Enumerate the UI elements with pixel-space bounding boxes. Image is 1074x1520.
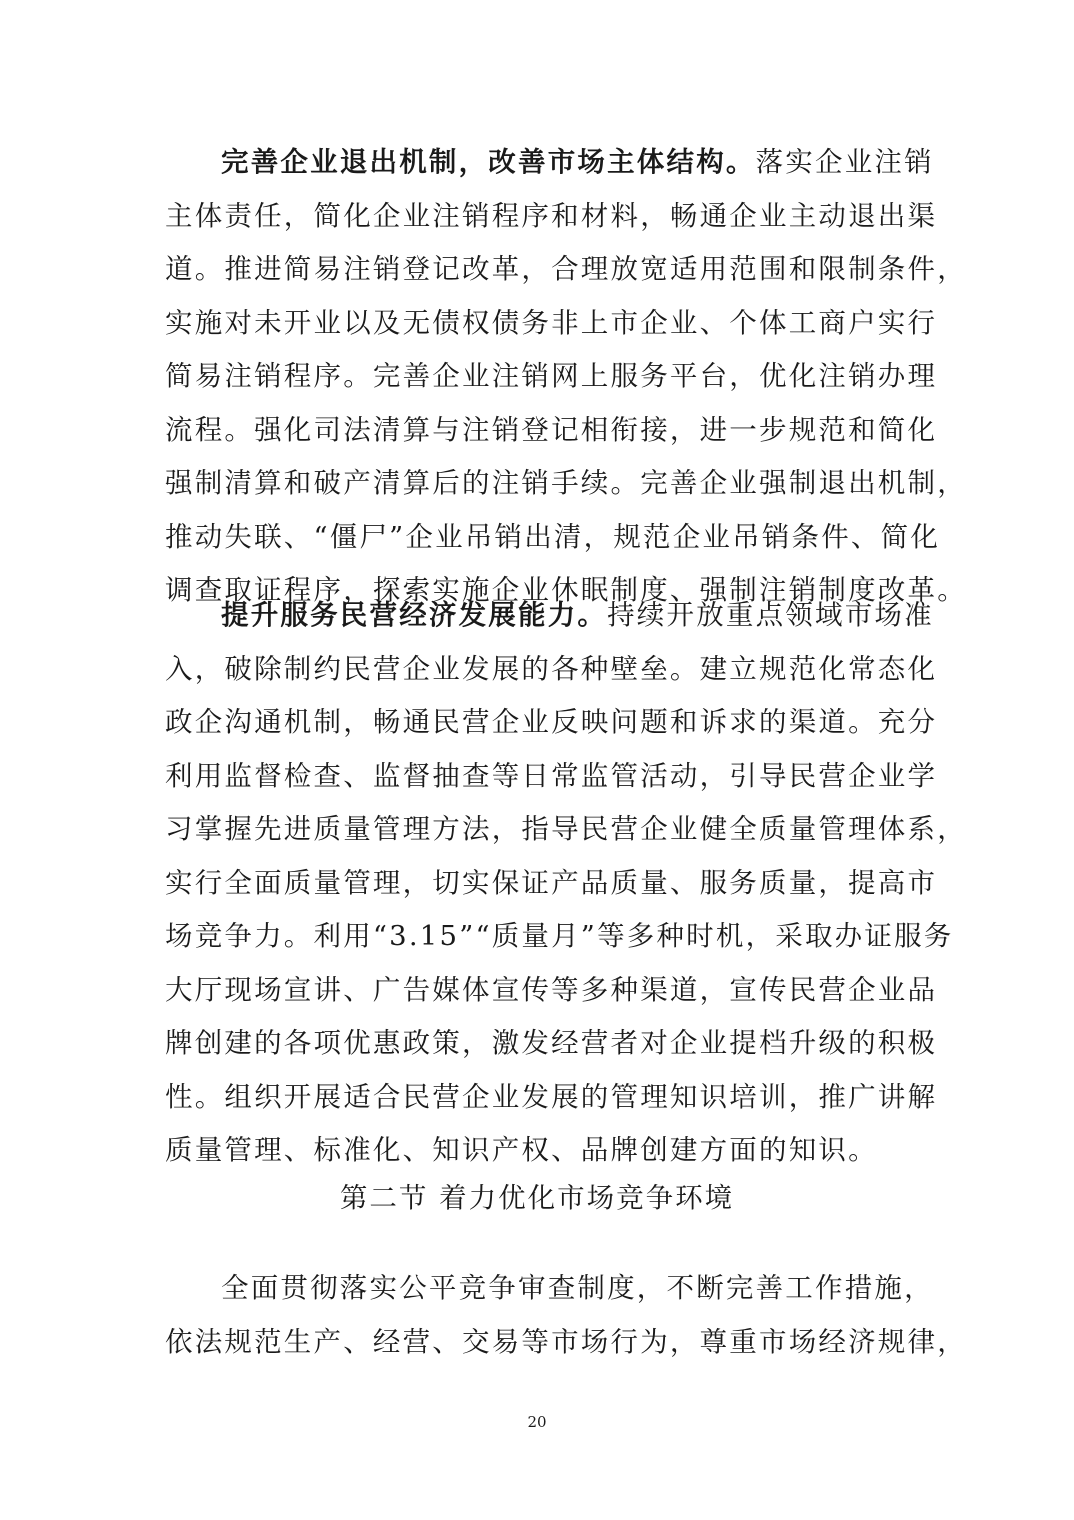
paragraph-line: 大厅现场宣讲、广告媒体宣传等多种渠道，宣传民营企业品: [165, 973, 938, 1006]
bold-lead-text: 提升服务民营经济发展能力。: [221, 599, 608, 631]
paragraph-enterprise-exit: [165, 136, 967, 618]
line-text: 持续开放重点领域市场准: [607, 599, 934, 631]
paragraph-line: 场竞争力。利用“3.15”“质量月”等多种时机，采取办证服务: [165, 920, 954, 952]
paragraph-line: 简易注销程序。完善企业注销网上服务平台，优化注销办理: [165, 360, 938, 392]
line-text: 落实企业注销: [755, 146, 934, 178]
paragraph-line: 主体责任，简化企业注销程序和材料，畅通企业主动退出渠: [165, 199, 938, 232]
paragraph-line: 利用监督检查、监督抽查等日常监管活动，引导民营企业学: [165, 759, 938, 792]
paragraph-line: 强制清算和破产清算后的注销手续。完善企业强制退出机制，: [165, 467, 967, 499]
paragraph-line: 调查取证程序，探索实施企业休眠制度、强制注销制度改革。: [165, 574, 967, 606]
section-heading: 第二节 着力优化市场竞争环境: [339, 1182, 735, 1214]
paragraph-line: 习掌握先进质量管理方法，指导民营企业健全质量管理体系，: [165, 813, 967, 845]
paragraph-line: 牌创建的各项优惠政策，激发经营者对企业提档升级的积极: [165, 1027, 938, 1059]
paragraph-line: 性。组织开展适合民营企业发展的管理知识培训，推广讲解: [165, 1080, 938, 1113]
paragraph-line: 全面贯彻落实公平竞争审查制度，不断完善工作措施，: [221, 1272, 934, 1304]
paragraph-line: 实施对未开业以及无债权债务非上市企业、个体工商户实行: [165, 306, 938, 339]
paragraph-line: [165, 136, 934, 190]
paragraph-line: 道。推进简易注销登记改革，合理放宽适用范围和限制条件，: [165, 253, 967, 285]
paragraph-line: 流程。强化司法清算与注销登记相衔接，进一步规范和简化: [165, 413, 938, 446]
paragraph-line: 推动失联、“僵尸”企业吊销出清，规范企业吊销条件、简化: [165, 520, 941, 553]
paragraph-line: 实行全面质量管理，切实保证产品质量、服务质量，提高市: [165, 866, 938, 899]
paragraph-fair-competition: [165, 1262, 967, 1369]
bold-lead-text: 完善企业退出机制，改善市场主体结构。: [221, 146, 756, 178]
paragraph-line: 质量管理、标准化、知识产权、品牌创建方面的知识。: [165, 1134, 878, 1166]
page-number: 20: [527, 1413, 547, 1431]
paragraph-line: 入，破除制约民营企业发展的各种壁垒。建立规范化常态化: [165, 652, 938, 685]
paragraph-line: 依法规范生产、经营、交易等市场行为，尊重市场经济规律，: [165, 1325, 967, 1358]
paragraph-line: 政企沟通机制，畅通民营企业反映问题和诉求的渠道。充分: [165, 706, 938, 738]
